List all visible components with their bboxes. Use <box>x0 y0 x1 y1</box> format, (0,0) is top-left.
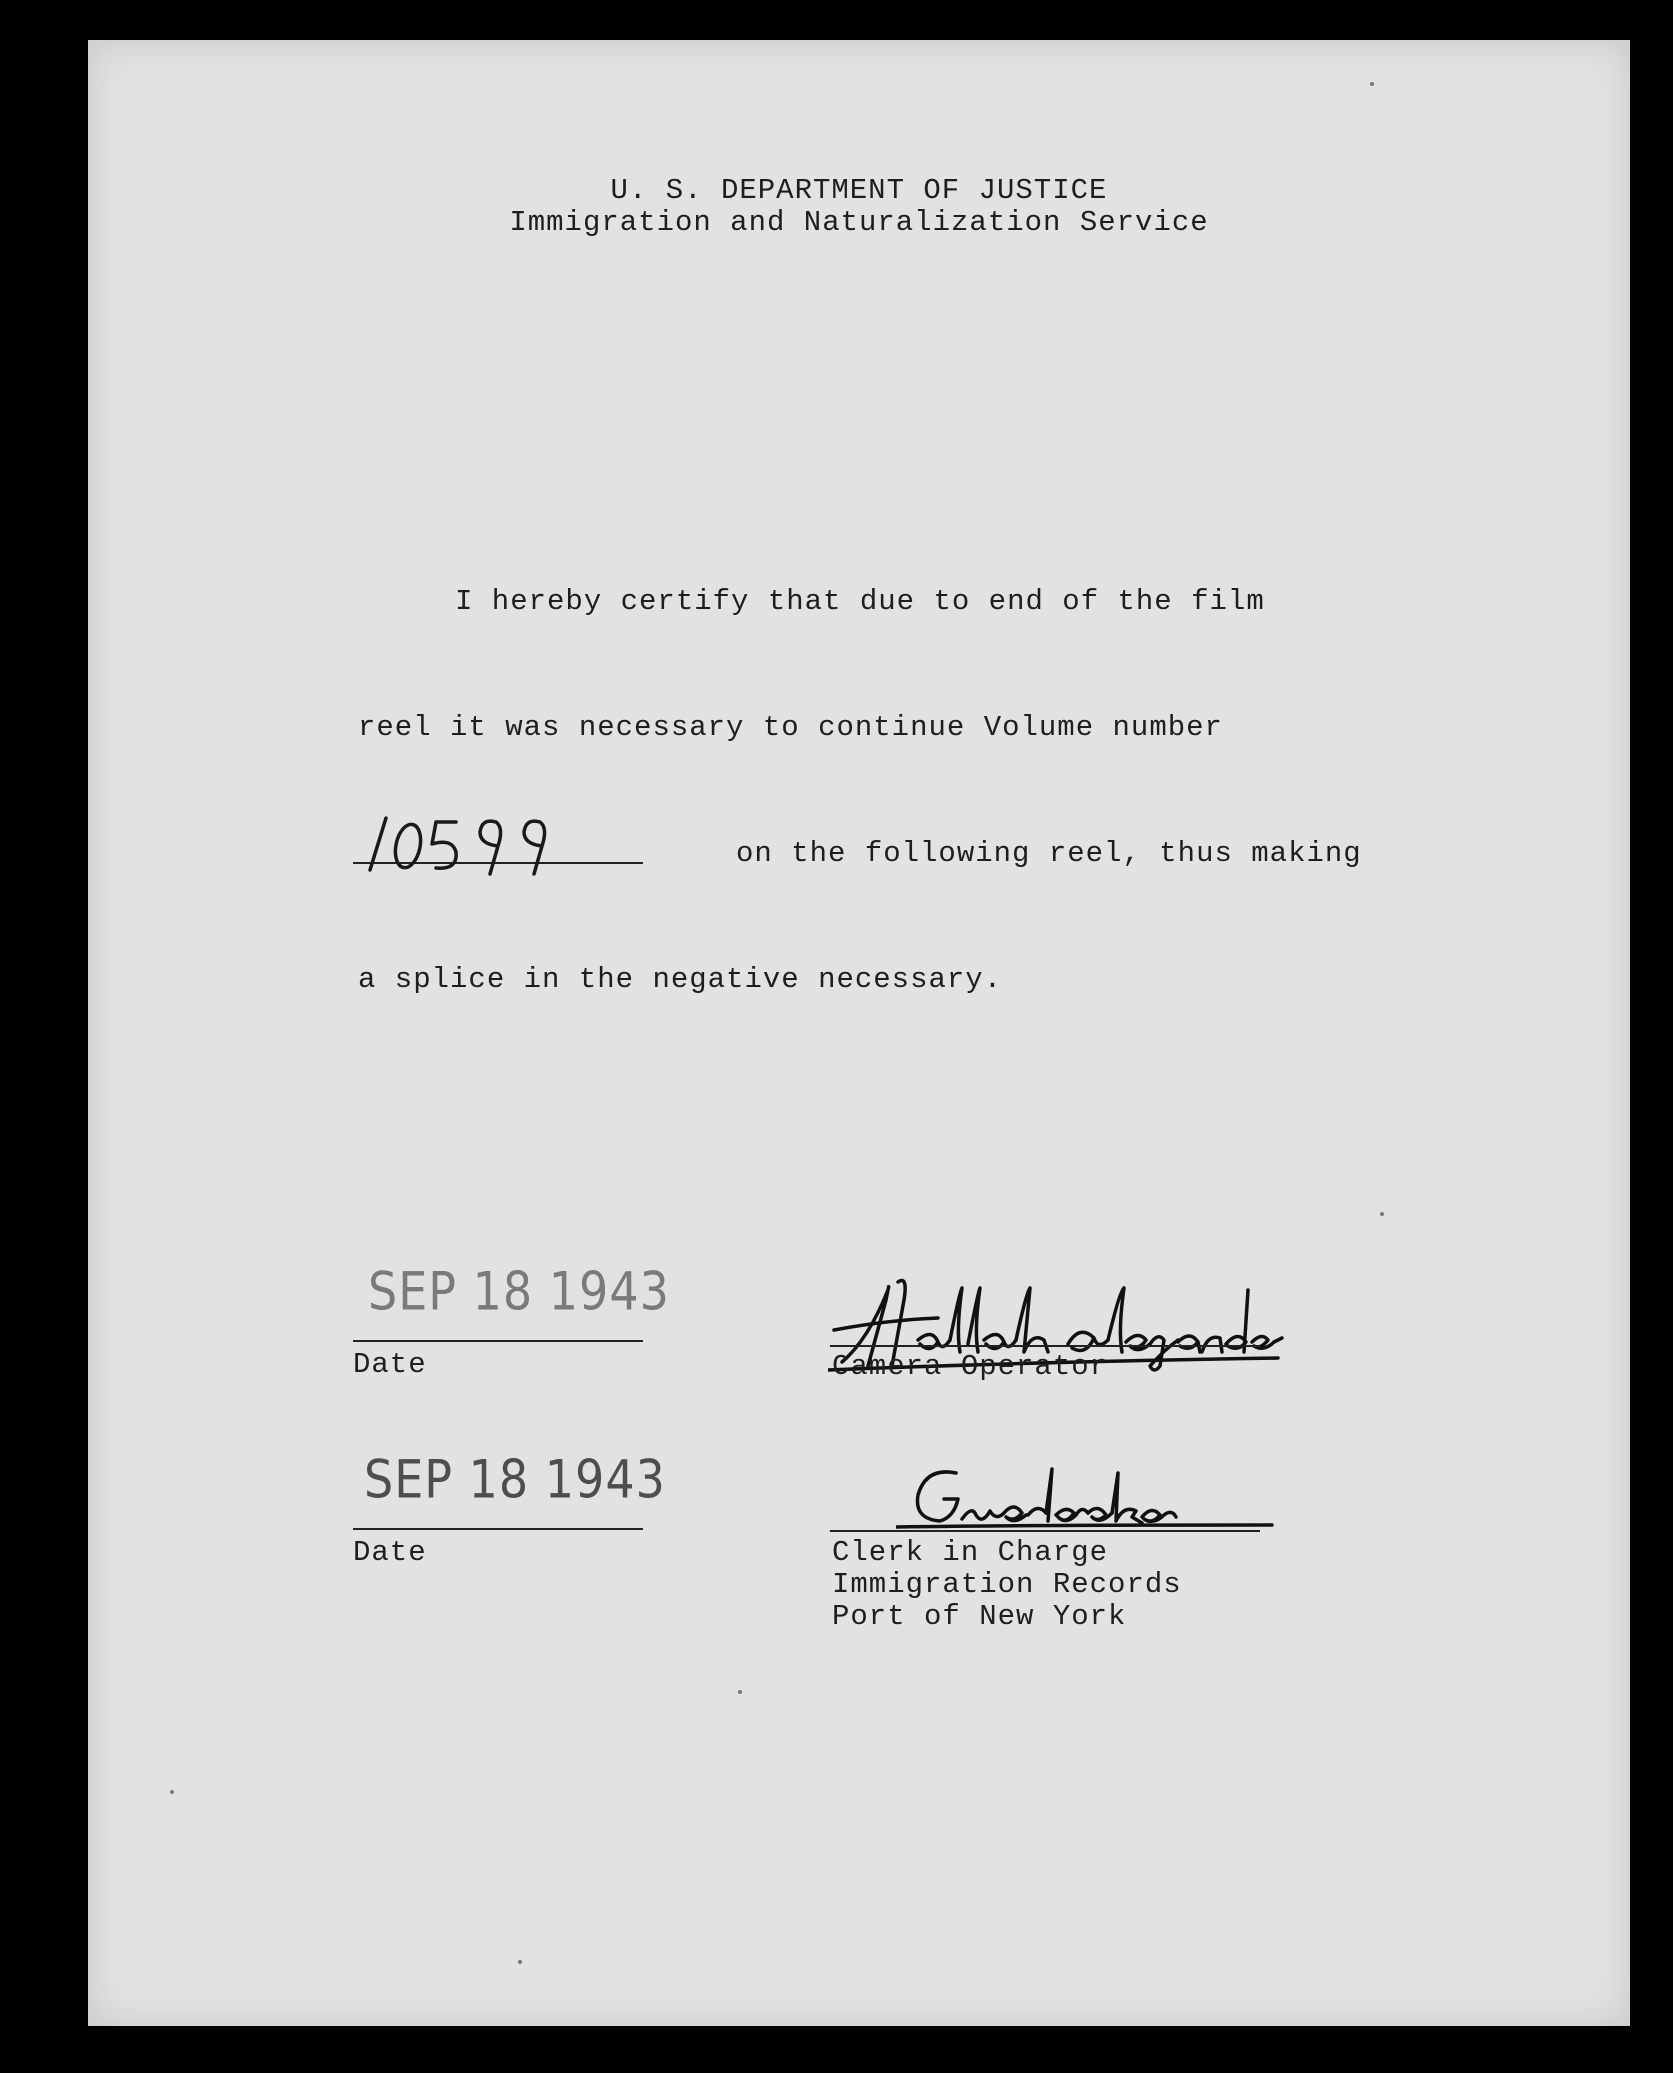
date-label-1: Date <box>353 1348 427 1381</box>
date-label-2: Date <box>353 1536 427 1569</box>
date-stamp-2: SEP 18 1943 <box>364 1448 666 1511</box>
header-service: Immigration and Naturalization Service <box>509 206 1209 239</box>
certification-line-1: I hereby certify that due to end of the film <box>455 585 1265 618</box>
certification-line-3: on the following reel, thus making <box>736 837 1362 870</box>
volume-number-handwritten <box>356 800 576 880</box>
camera-operator-label: Camera Operator <box>832 1350 1109 1383</box>
clerk-label-line-1: Clerk in Charge <box>832 1536 1109 1569</box>
scan-speck <box>170 1790 174 1794</box>
date-line-2 <box>353 1528 643 1530</box>
date-line-1 <box>353 1340 643 1342</box>
clerk-line <box>830 1530 1260 1532</box>
camera-operator-line <box>830 1345 1260 1347</box>
clerk-label-line-3: Port of New York <box>832 1600 1127 1633</box>
certification-line-2: reel it was necessary to continue Volume number <box>358 711 1223 744</box>
certification-line-4: a splice in the negative necessary. <box>358 963 1003 996</box>
scan-speck <box>1370 82 1374 86</box>
scan-speck <box>518 1960 522 1964</box>
clerk-label-line-2: Immigration Records <box>832 1568 1182 1601</box>
header-department: U. S. DEPARTMENT OF JUSTICE <box>610 174 1108 207</box>
document-page <box>88 40 1630 2026</box>
scan-speck <box>1380 1212 1384 1216</box>
scan-speck <box>738 1690 742 1694</box>
date-stamp-1: SEP 18 1943 <box>368 1260 670 1323</box>
